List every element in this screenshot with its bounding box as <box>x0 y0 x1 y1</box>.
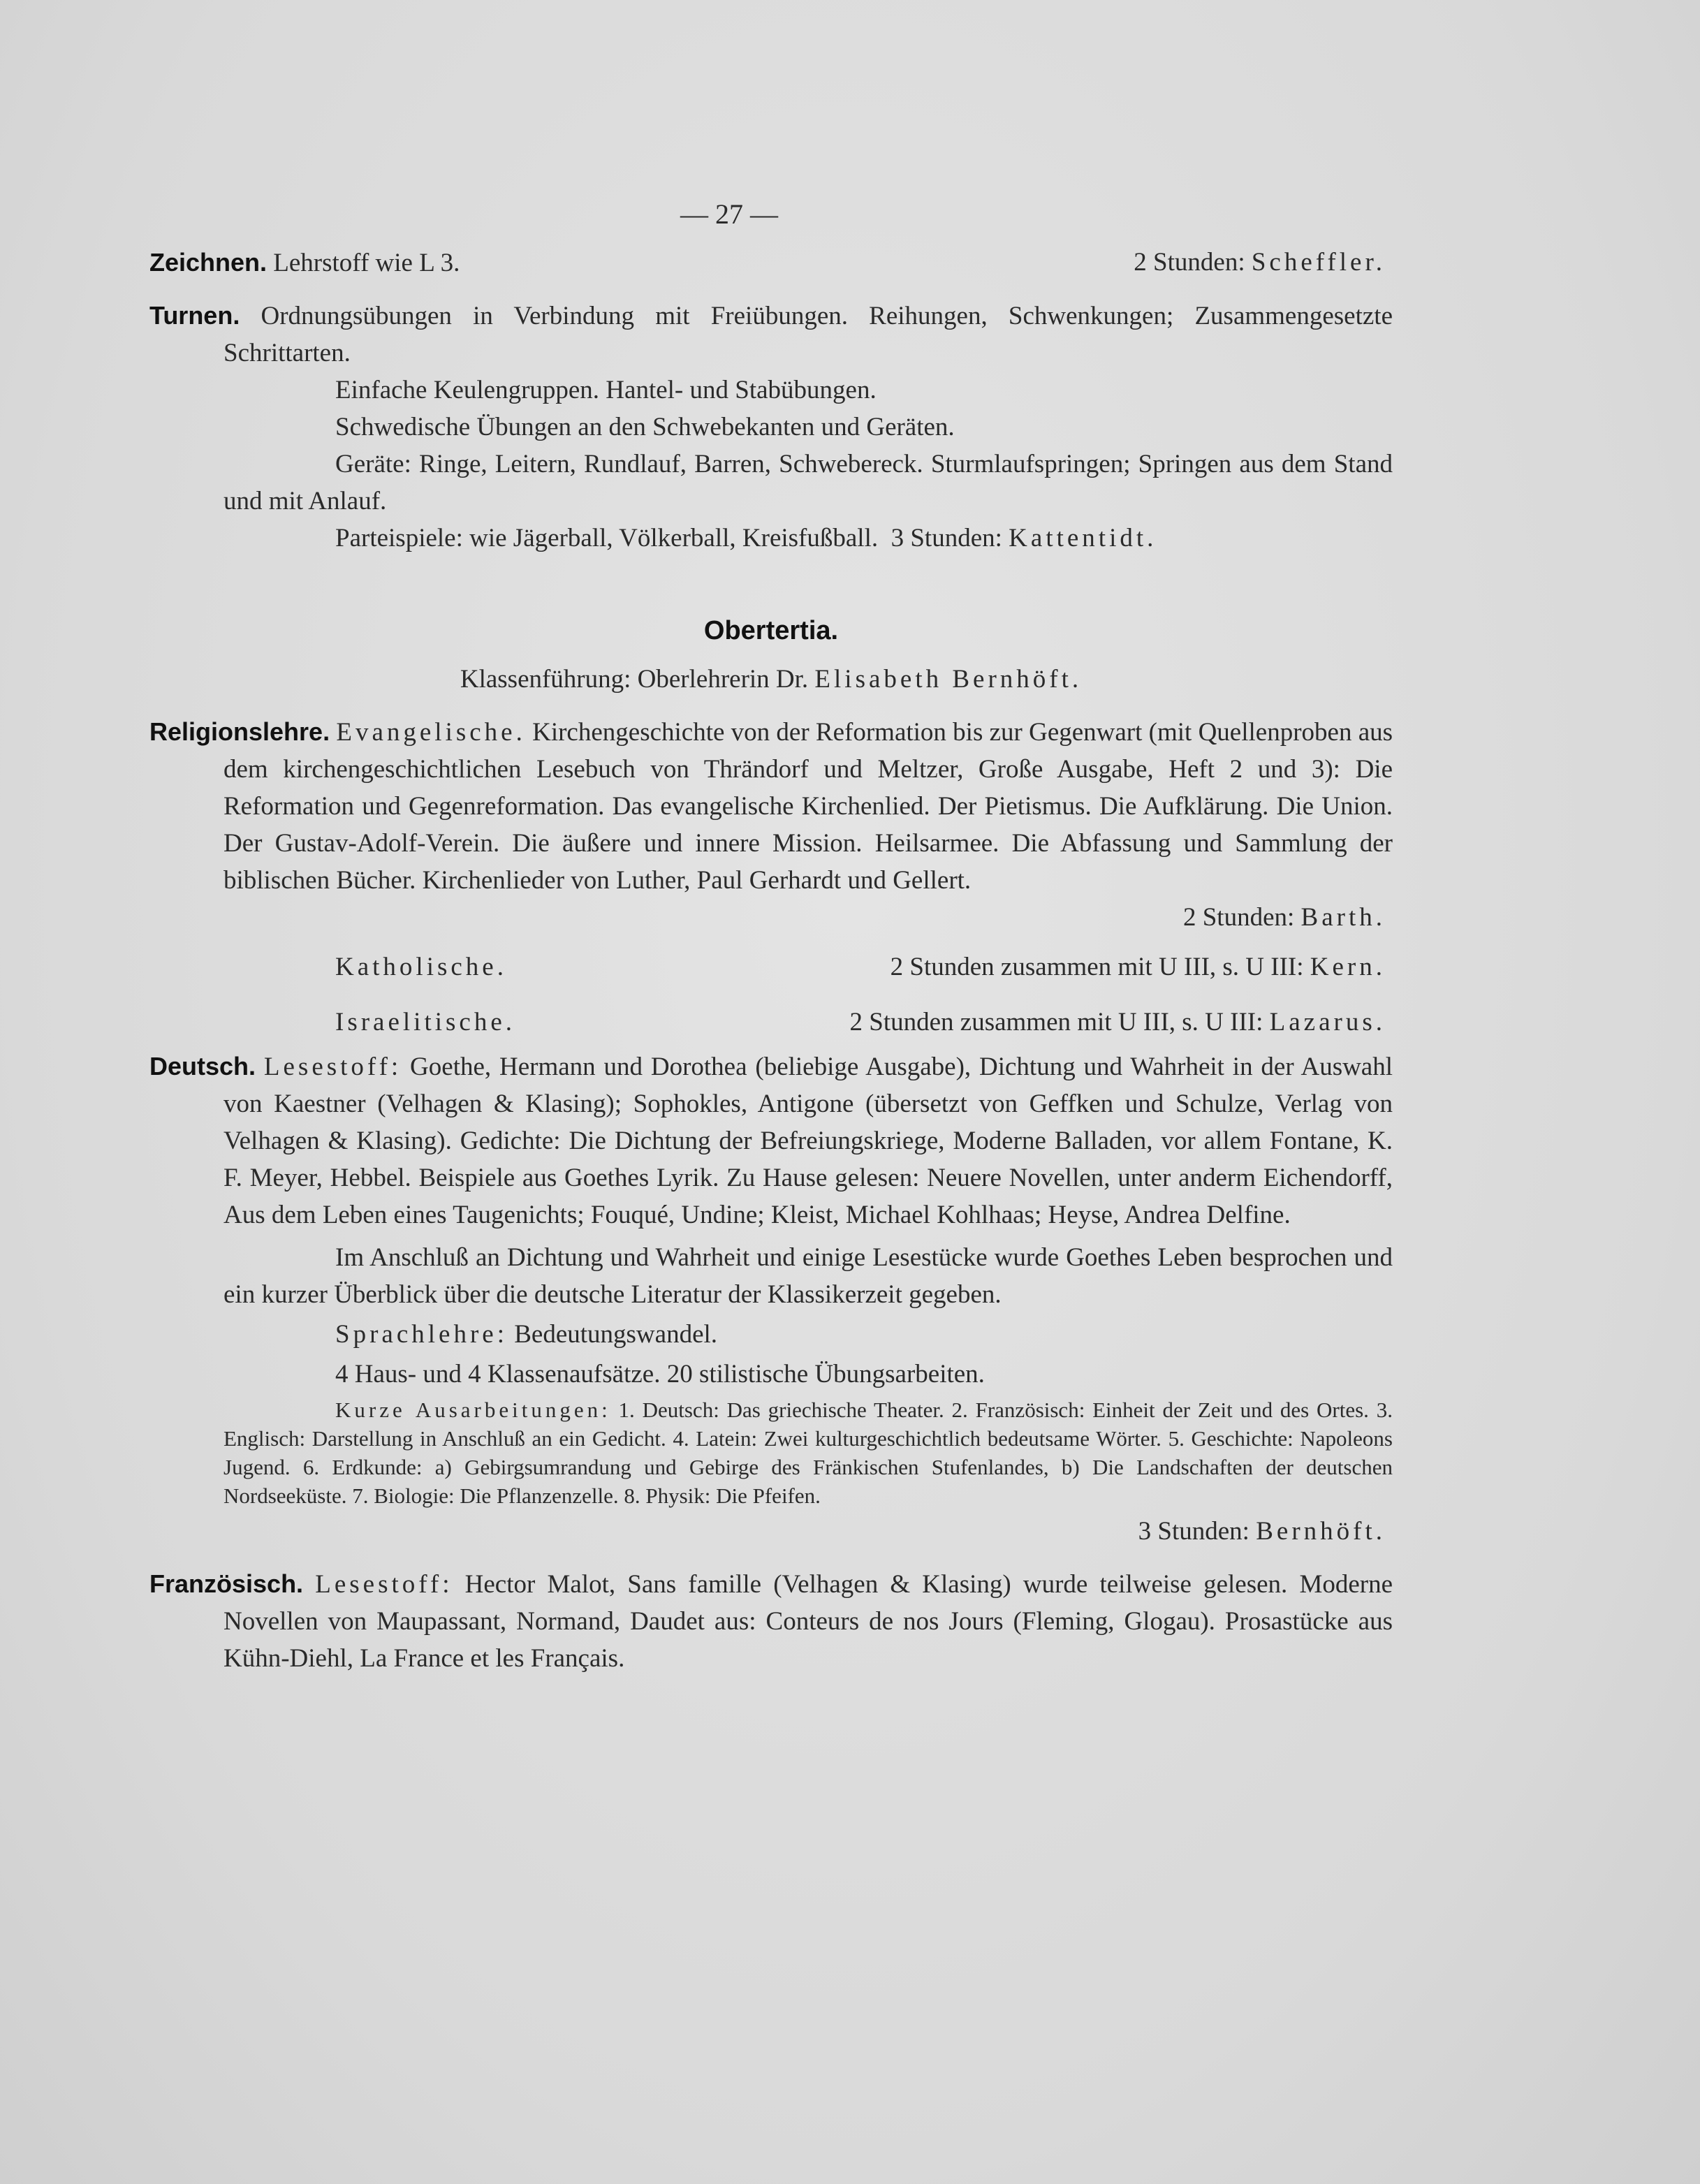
heading-religion: Religionslehre. <box>149 717 330 746</box>
turnen-line4: Geräte: Ringe, Leitern, Rundlauf, Barren, Schwebereck. Sturmlaufspringen; Springen aus dem Stand und mit Anlauf. <box>224 450 1393 515</box>
turnen-line5: Parteispiele: wie Jägerball, Völkerball, Kreisfußball. 3 Stunden: Kattentidt. <box>335 524 1157 552</box>
page-content <box>149 196 1393 1677</box>
heading-turnen: Turnen. <box>149 301 240 330</box>
heading-deutsch: Deutsch. <box>149 1052 256 1080</box>
deutsch-para2: Im Anschluß an Dichtung und Wahrheit und einige Lesestücke wurde Goethes Leben besprochen und ein kurzer Überblick über die deutsche Literatur der Klassikerzeit gegeben. <box>224 1243 1393 1309</box>
religion-katholisch: Katholische. 2 Stunden zusammen mit U III, s. U III: Kern. <box>335 953 1386 981</box>
religion-evangelisch: Religionslehre. Evangelische. Kirchengeschichte von der Reformation bis zur Gegenwart (mit Quellenproben aus dem kirchengeschichtlichen Lesebuch von Thrändorf und Meltzer, Große Ausgabe, Heft 2 und 3): Die Reformation und Gegenreformation. Das evangelische Kirchenlied. Der Pietismus. Die Aufklärung. Die Union. Der Gustav-Adolf-Verein. Die äußere und innere Mission. Heilsarmee. Die Abfassung und Sammlung der biblischen Bücher. Kirchenlieder von Luther, Paul Gerhardt und Gellert. <box>149 717 1393 895</box>
deutsch-sprachlehre: Sprachlehre: Bedeutungswandel. <box>335 1320 718 1349</box>
klassenfuehrung: Klassenführung: Oberlehrerin Dr. Elisabeth Bernhöft. <box>460 665 1083 694</box>
heading-franzoesisch: Französisch. <box>149 1569 304 1598</box>
turnen-hours: 3 Stunden: <box>891 524 1002 552</box>
page-number: — 27 — <box>680 198 778 230</box>
section-franzoesisch <box>149 1565 1393 1677</box>
zeichnen-teacher: Scheffler. <box>1251 248 1386 277</box>
class-title: Obertertia. <box>703 616 839 645</box>
section-religion <box>149 713 1393 1041</box>
franzoesisch-lesestoff: Französisch. Lesestoff: Hector Malot, Sans famille (Velhagen & Klasing) wurde teilweise gelesen. Moderne Novellen von Maupassant, Normand, Daudet aus: Conteurs de nos Jours (Fleming, Glogau). Prosastücke aus Kühn-Diehl, La France et les Français. <box>149 1569 1393 1673</box>
turnen-teacher: Kattentidt. <box>1009 524 1157 552</box>
deutsch-aufsaetze: 4 Haus- und 4 Klassenaufsätze. 20 stilistische Übungsarbeiten. <box>335 1360 985 1388</box>
deutsch-kurze-ausarbeitungen: Kurze Ausarbeitungen: 1. Deutsch: Das griechische Theater. 2. Französisch: Einheit der Zeit und des Ortes. 3. Englisch: Darstellung in Anschluß an ein Gedicht. 4. Latein: Zwei kulturgeschichtlich bedeutsame Wörter. 5. Geschichte: Napoleons Jugend. 6. Erdkunde: a) Gebirgsumrandung und Gebirge des Fränkischen Stufenlandes, b) Die Landschaften der deutschen Nordseeküste. 7. Biologie: Die Pflanzenzelle. 8. Physik: Die Pfeifen. <box>224 1398 1393 1508</box>
turnen-line1: Turnen. Ordnungsübungen in Verbindung mit Freiübungen. Reihungen, Schwenkungen; Zusammengesetzte Schrittarten. <box>149 301 1393 367</box>
turnen-line2: Einfache Keulengruppen. Hantel- und Stabübungen. <box>335 376 877 404</box>
zeichnen-hours: 2 Stunden: <box>1134 248 1245 277</box>
religion-israelitisch: Israelitische. 2 Stunden zusammen mit U III, s. U III: Lazarus. <box>335 1008 1386 1036</box>
deutsch-lesestoff: Deutsch. Lesestoff: Goethe, Hermann und Dorothea (beliebige Ausgabe), Dichtung und Wahrheit in der Auswahl von Kaestner (Velhagen & Klasing); Sophokles, Antigone (übersetzt von Geffken und Schulze, Verlag von Velhagen & Klasing). Gedichte: Die Dichtung der Befreiungskriege, Moderne Balladen, vor allem Fontane, K. F. Meyer, Hebbel. Beispiele aus Goethes Lyrik. Zu Hause gelesen: Neuere Novellen, unter anderm Eichendorff, Aus dem Leben eines Taugenichts; Fouqué, Undine; Kleist, Michael Kohlhaas; Heyse, Andrea Delfine. <box>149 1052 1393 1229</box>
section-zeichnen <box>149 244 1393 281</box>
turnen-line3: Schwedische Übungen an den Schwebekanten und Geräten. <box>335 413 955 441</box>
religion-ev-hours: 2 Stunden: Barth. <box>1182 903 1386 932</box>
deutsch-hours: 3 Stunden: Bernhöft. <box>1138 1517 1386 1546</box>
heading-zeichnen: Zeichnen. <box>149 248 268 277</box>
section-turnen <box>149 297 1393 557</box>
section-deutsch <box>149 1048 1393 1550</box>
zeichnen-text: Lehrstoff wie L 3. <box>273 249 460 277</box>
